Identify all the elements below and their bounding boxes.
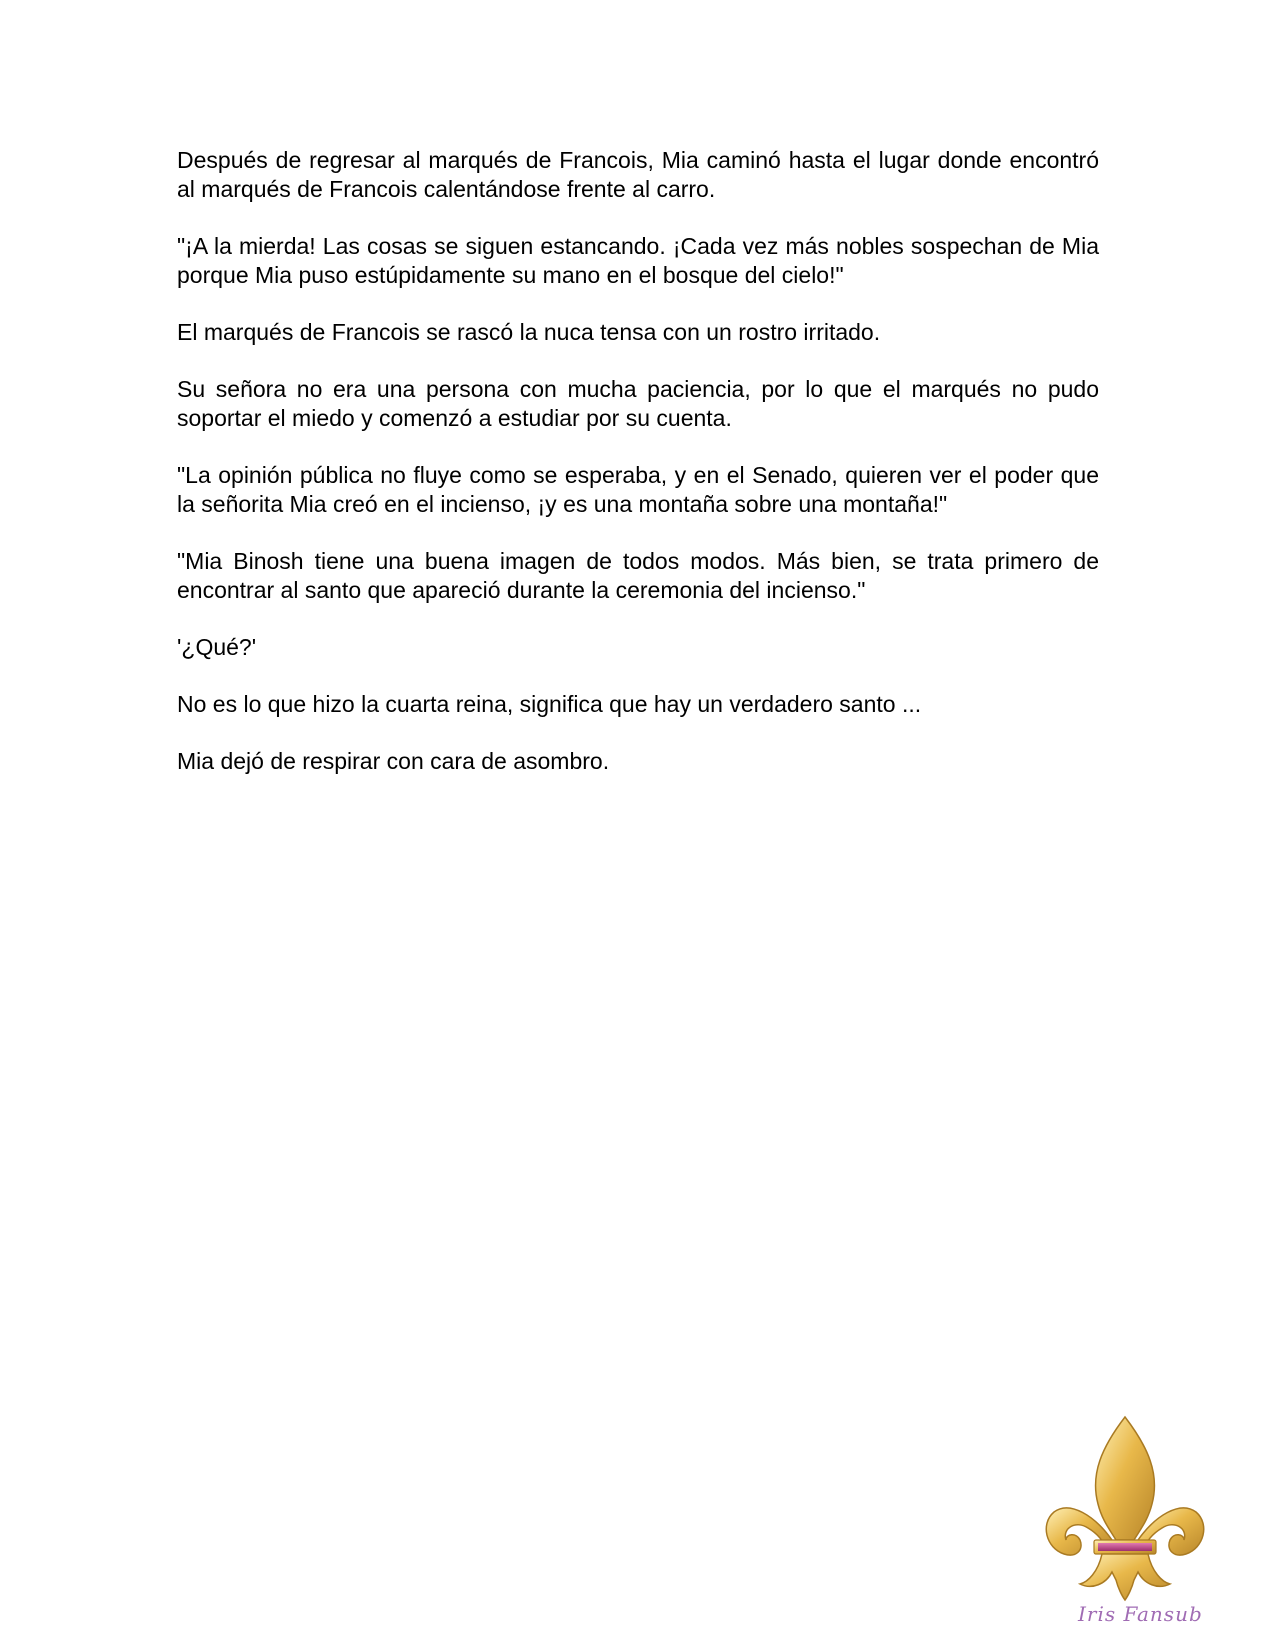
paragraph-2: "¡A la mierda! Las cosas se siguen estancando. ¡Cada vez más nobles sospechan de Mia porque Mia puso estúpidamente su mano en el bosque del cielo!"	[177, 233, 1099, 288]
fleur-de-lis-icon	[1040, 1412, 1210, 1622]
paragraph-1: Después de regresar al marqués de Francois, Mia caminó hasta el lugar donde encontró al marqués de Francois calentándose frente al carro.	[177, 147, 1099, 202]
document-body	[177, 146, 1099, 804]
paragraph-6: "Mia Binosh tiene una buena imagen de todos modos. Más bien, se trata primero de encontrar al santo que apareció durante la ceremonia del incienso."	[177, 548, 1099, 603]
paragraph-9: Mia dejó de respirar con cara de asombro.	[177, 748, 610, 774]
paragraph-3: El marqués de Francois se rascó la nuca tensa con un rostro irritado.	[177, 319, 881, 345]
paragraph-7: '¿Qué?'	[177, 634, 257, 660]
paragraph-8: No es lo que hizo la cuarta reina, significa que hay un verdadero santo ...	[177, 691, 922, 717]
paragraph-4: Su señora no era una persona con mucha paciencia, por lo que el marqués no pudo soportar el miedo y comenzó a estudiar por su cuenta.	[177, 376, 1099, 431]
paragraph-5: "La opinión pública no fluye como se esperaba, y en el Senado, quieren ver el poder que la señorita Mia creó en el incienso, ¡y es una montaña sobre una montaña!"	[177, 462, 1099, 517]
logo-caption: Iris Fansub	[1078, 1602, 1203, 1626]
